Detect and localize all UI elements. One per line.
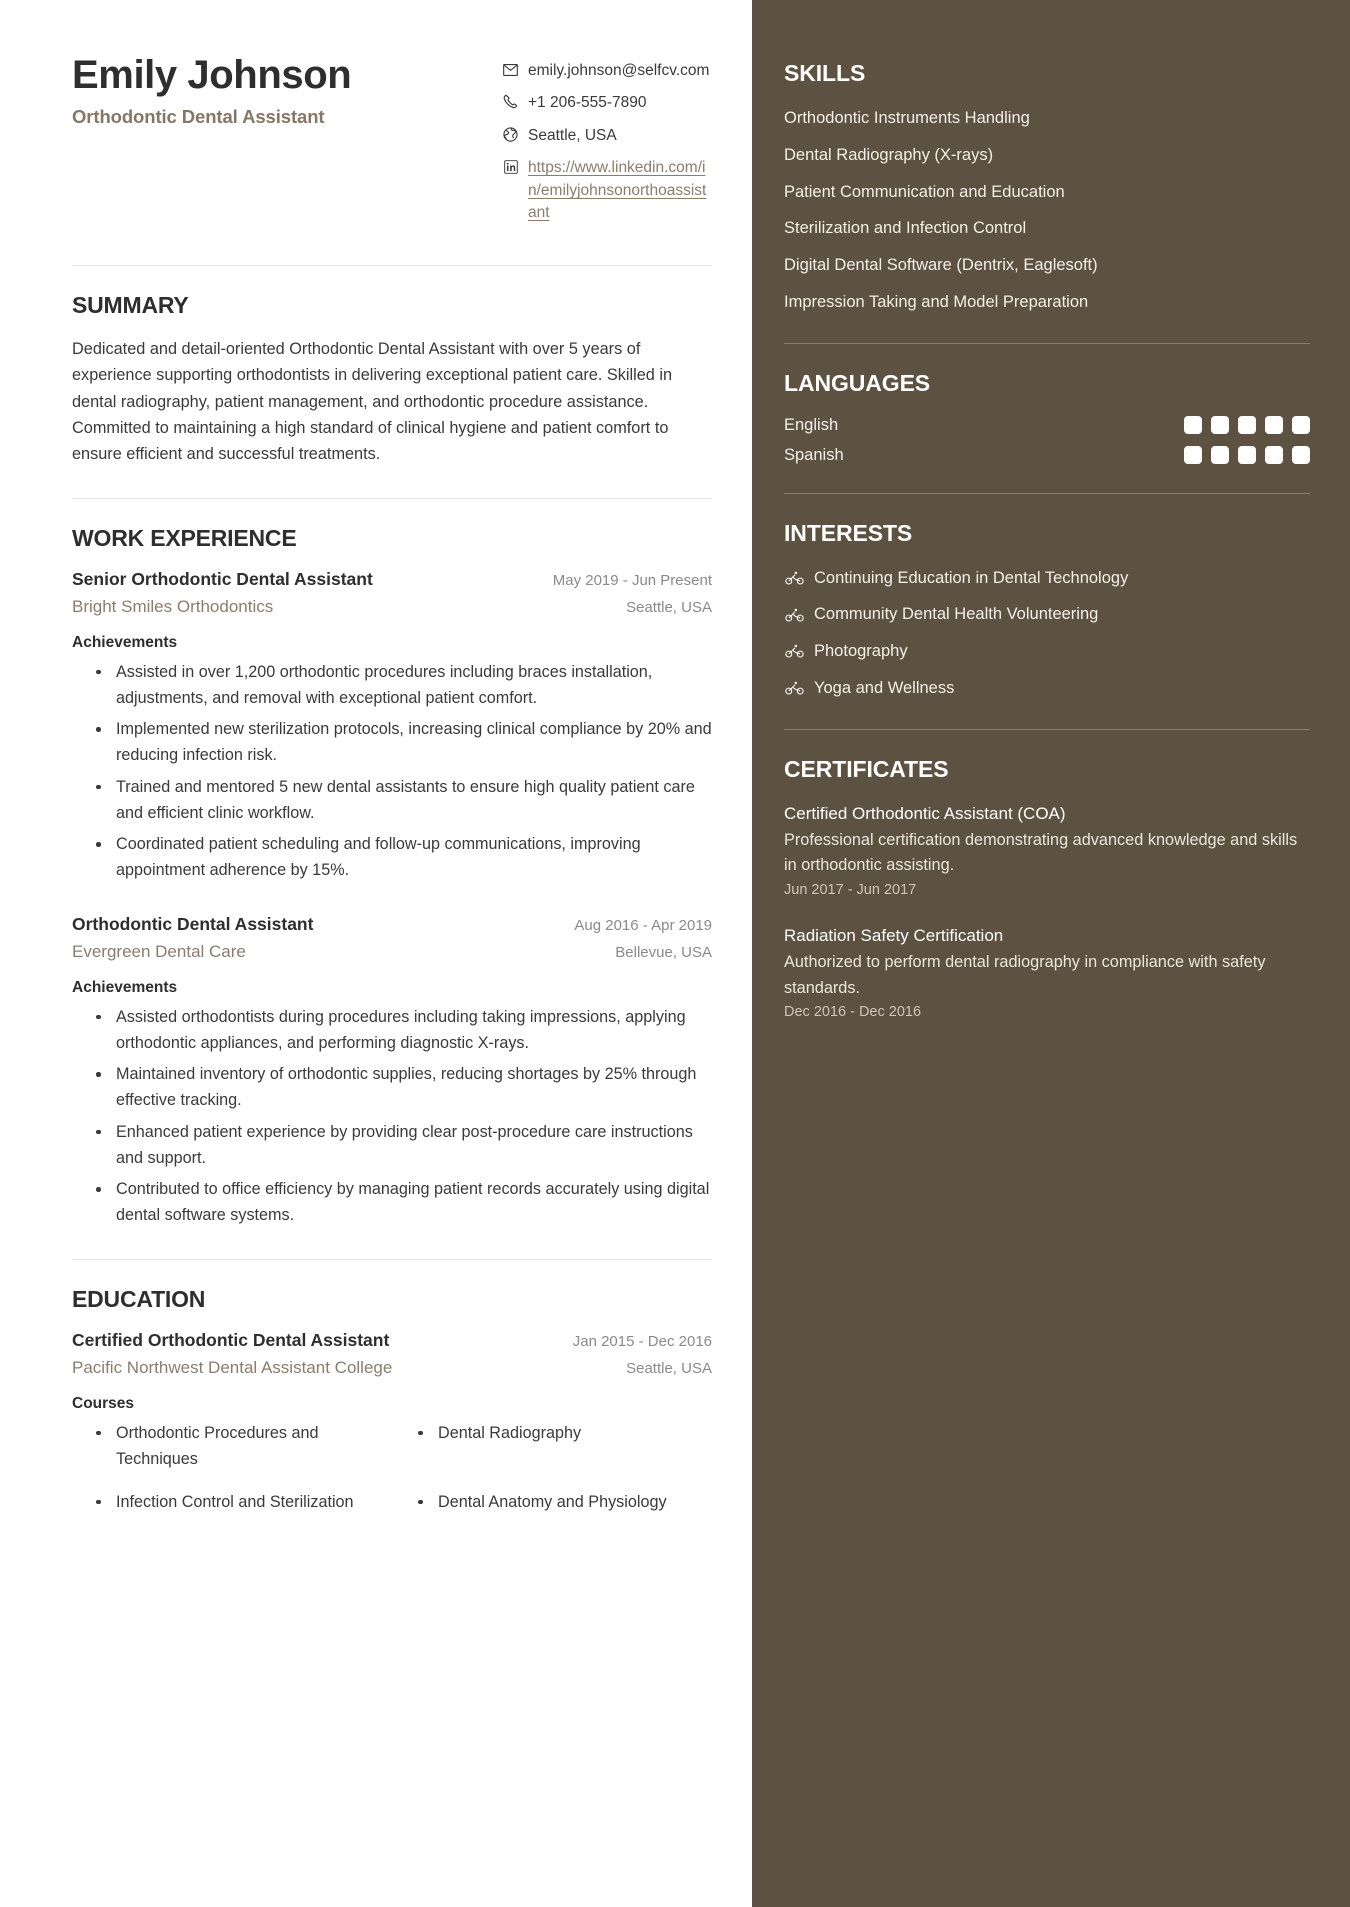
list-item: Orthodontic Procedures and Techniques: [82, 1420, 390, 1472]
education-entry-date: Jan 2015 - Dec 2016: [572, 1332, 712, 1350]
sidebar-divider-skills: [784, 343, 1310, 344]
certificate-name: Radiation Safety Certification: [784, 925, 1004, 945]
list-item: Maintained inventory of orthodontic supplies, reducing shortages by 25% through effective tracking.: [82, 1061, 712, 1113]
interest-label: Community Dental Health Volunteering: [814, 605, 1099, 624]
education-entry-location: Seattle, USA: [626, 1359, 712, 1377]
level-dot: [1265, 446, 1283, 464]
envelope-icon: [502, 60, 519, 79]
level-dot: [1184, 446, 1202, 464]
list-item: Infection Control and Sterilization: [82, 1489, 390, 1515]
profile-job-title: Orthodontic Dental Assistant: [72, 106, 325, 128]
work-entry-location: Seattle, USA: [626, 598, 712, 616]
sidebar-divider-interests: [784, 729, 1310, 730]
section-education: [72, 1260, 712, 1516]
cycling-icon: [784, 568, 804, 588]
list-item: Enhanced patient experience by providing clear post-procedure care instructions and support.: [82, 1119, 712, 1171]
work-entry-achievements: [82, 659, 712, 884]
resume-header: [72, 46, 712, 235]
language-level-meter: [1184, 446, 1310, 464]
interests-heading: INTERESTS: [784, 519, 913, 546]
language-name: Spanish: [784, 445, 844, 464]
level-dot: [1211, 446, 1229, 464]
contact-email-text: emily.johnson@selfcv.com: [528, 62, 710, 79]
section-work-experience: [72, 499, 712, 1229]
education-heading: EDUCATION: [72, 1285, 206, 1312]
work-entry: [72, 914, 712, 1229]
sidebar-section-languages: [784, 370, 1310, 465]
resume-sidebar: [752, 0, 1350, 1907]
level-dot: [1238, 446, 1256, 464]
contact-linkedin-link[interactable]: https://www.linkedin.com/in/emilyjohnsonorthoassistant: [528, 159, 707, 222]
contact-linkedin[interactable]: [502, 157, 712, 224]
skill-item: Impression Taking and Model Preparation: [784, 292, 1089, 311]
phone-icon: [502, 92, 519, 111]
list-item: Implemented new sterilization protocols, increasing clinical compliance by 20% and reducing infection risk.: [82, 716, 712, 768]
level-dot: [1292, 416, 1310, 434]
education-entry-school: Pacific Northwest Dental Assistant College: [72, 1357, 393, 1377]
cycling-icon: [784, 605, 804, 625]
interest-label: Yoga and Wellness: [814, 678, 955, 697]
education-courses-grid: [82, 1420, 712, 1516]
contact-list: [502, 46, 712, 235]
interest-item: [784, 566, 1310, 591]
cycling-icon: [784, 678, 804, 698]
education-entry: [72, 1330, 712, 1516]
language-level-meter: [1184, 416, 1310, 434]
skills-heading: SKILLS: [784, 60, 866, 86]
skill-item: Sterilization and Infection Control: [784, 219, 1027, 238]
work-entry-organization: Bright Smiles Orthodontics: [72, 596, 274, 616]
level-dot: [1265, 416, 1283, 434]
sidebar-divider-languages: [784, 493, 1310, 494]
list-item: Dental Radiography: [404, 1420, 712, 1472]
work-entry-achievements-label: Achievements: [72, 978, 178, 996]
certificate-date: Dec 2016 - Dec 2016: [784, 1003, 922, 1020]
sidebar-section-interests: [784, 520, 1310, 701]
skill-item: Patient Communication and Education: [784, 182, 1065, 201]
language-name: English: [784, 415, 839, 434]
certificate-item: [784, 924, 1310, 1020]
language-row: [784, 446, 1310, 465]
contact-phone: [502, 92, 712, 114]
interest-item: [784, 639, 1310, 664]
list-item: Dental Anatomy and Physiology: [404, 1489, 712, 1515]
language-row: [784, 416, 1310, 435]
cycling-icon: [784, 641, 804, 661]
interest-item: [784, 602, 1310, 627]
summary-heading: SUMMARY: [72, 291, 189, 318]
sidebar-section-skills: [784, 60, 1310, 315]
certificate-name: Certified Orthodontic Assistant (COA): [784, 803, 1066, 823]
work-entry-date: May 2019 - Jun Present: [552, 571, 712, 589]
languages-heading: LANGUAGES: [784, 369, 931, 396]
contact-location-text: Seattle, USA: [528, 126, 617, 144]
certificate-date: Jun 2017 - Jun 2017: [784, 881, 917, 898]
skill-item: Digital Dental Software (Dentrix, Eaglesoft): [784, 256, 1098, 274]
sidebar-section-certificates: [784, 756, 1310, 1020]
work-entry-position: Senior Orthodontic Dental Assistant: [72, 568, 373, 589]
contact-email: [502, 60, 712, 82]
list-item: Coordinated patient scheduling and follow-up communications, improving appointment adherence by 15%.: [82, 831, 712, 883]
certificate-description: Professional certification demonstrating advanced knowledge and skills in orthodontic assisting.: [784, 831, 1298, 875]
certificates-heading: CERTIFICATES: [784, 755, 949, 782]
work-entry-achievements: [82, 1004, 712, 1229]
header-identity: [72, 46, 492, 128]
work-entry-achievements-label: Achievements: [72, 633, 178, 651]
work-entry-position: Orthodontic Dental Assistant: [72, 913, 314, 934]
skill-item: Dental Radiography (X-rays): [784, 145, 994, 164]
linkedin-icon: [502, 157, 519, 176]
level-dot: [1292, 446, 1310, 464]
skill-item: Orthodontic Instruments Handling: [784, 109, 1030, 127]
list-item: Assisted in over 1,200 orthodontic procedures including braces installation, adjustments, and removal with exceptional patient comfort.: [82, 659, 712, 711]
globe-icon: [502, 125, 519, 144]
section-summary: [72, 266, 712, 468]
work-experience-heading: WORK EXPERIENCE: [72, 524, 297, 551]
work-entry-organization: Evergreen Dental Care: [72, 941, 246, 961]
contact-location: [502, 125, 712, 147]
list-item: Contributed to office efficiency by managing patient records accurately using digital dental software systems.: [82, 1176, 712, 1228]
work-entry-spacer: [72, 892, 712, 914]
education-courses-label: Courses: [72, 1394, 135, 1412]
list-item: Trained and mentored 5 new dental assistants to ensure high quality patient care and efficient clinic workflow.: [82, 774, 712, 826]
interest-label: Continuing Education in Dental Technology: [814, 568, 1129, 587]
work-entry-date: Aug 2016 - Apr 2019: [574, 916, 712, 934]
work-entry-location: Bellevue, USA: [615, 943, 712, 961]
interest-item: [784, 676, 1310, 701]
page-title: Emily Johnson: [72, 53, 352, 97]
certificate-description: Authorized to perform dental radiography in compliance with safety standards.: [784, 953, 1266, 997]
list-item: Assisted orthodontists during procedures including taking impressions, applying orthodontic appliances, and performing diagnostic X-rays.: [82, 1004, 712, 1056]
interest-label: Photography: [814, 642, 908, 660]
certificate-item: [784, 802, 1310, 898]
contact-phone-text: +1 206-555-7890: [528, 94, 647, 112]
level-dot: [1184, 416, 1202, 434]
education-entry-degree: Certified Orthodontic Dental Assistant: [72, 1329, 390, 1350]
work-entry: [72, 569, 712, 884]
summary-text: Dedicated and detail-oriented Orthodontic Dental Assistant with over 5 years of experience supporting orthodontists in delivering exceptional patient care. Skilled in dental radiography, patient management, and orthodontic procedure assistance. Committed to maintaining a high standard of clinical hygiene and patient comfort to ensure efficient and successful treatments.: [72, 339, 673, 464]
level-dot: [1211, 416, 1229, 434]
level-dot: [1238, 416, 1256, 434]
